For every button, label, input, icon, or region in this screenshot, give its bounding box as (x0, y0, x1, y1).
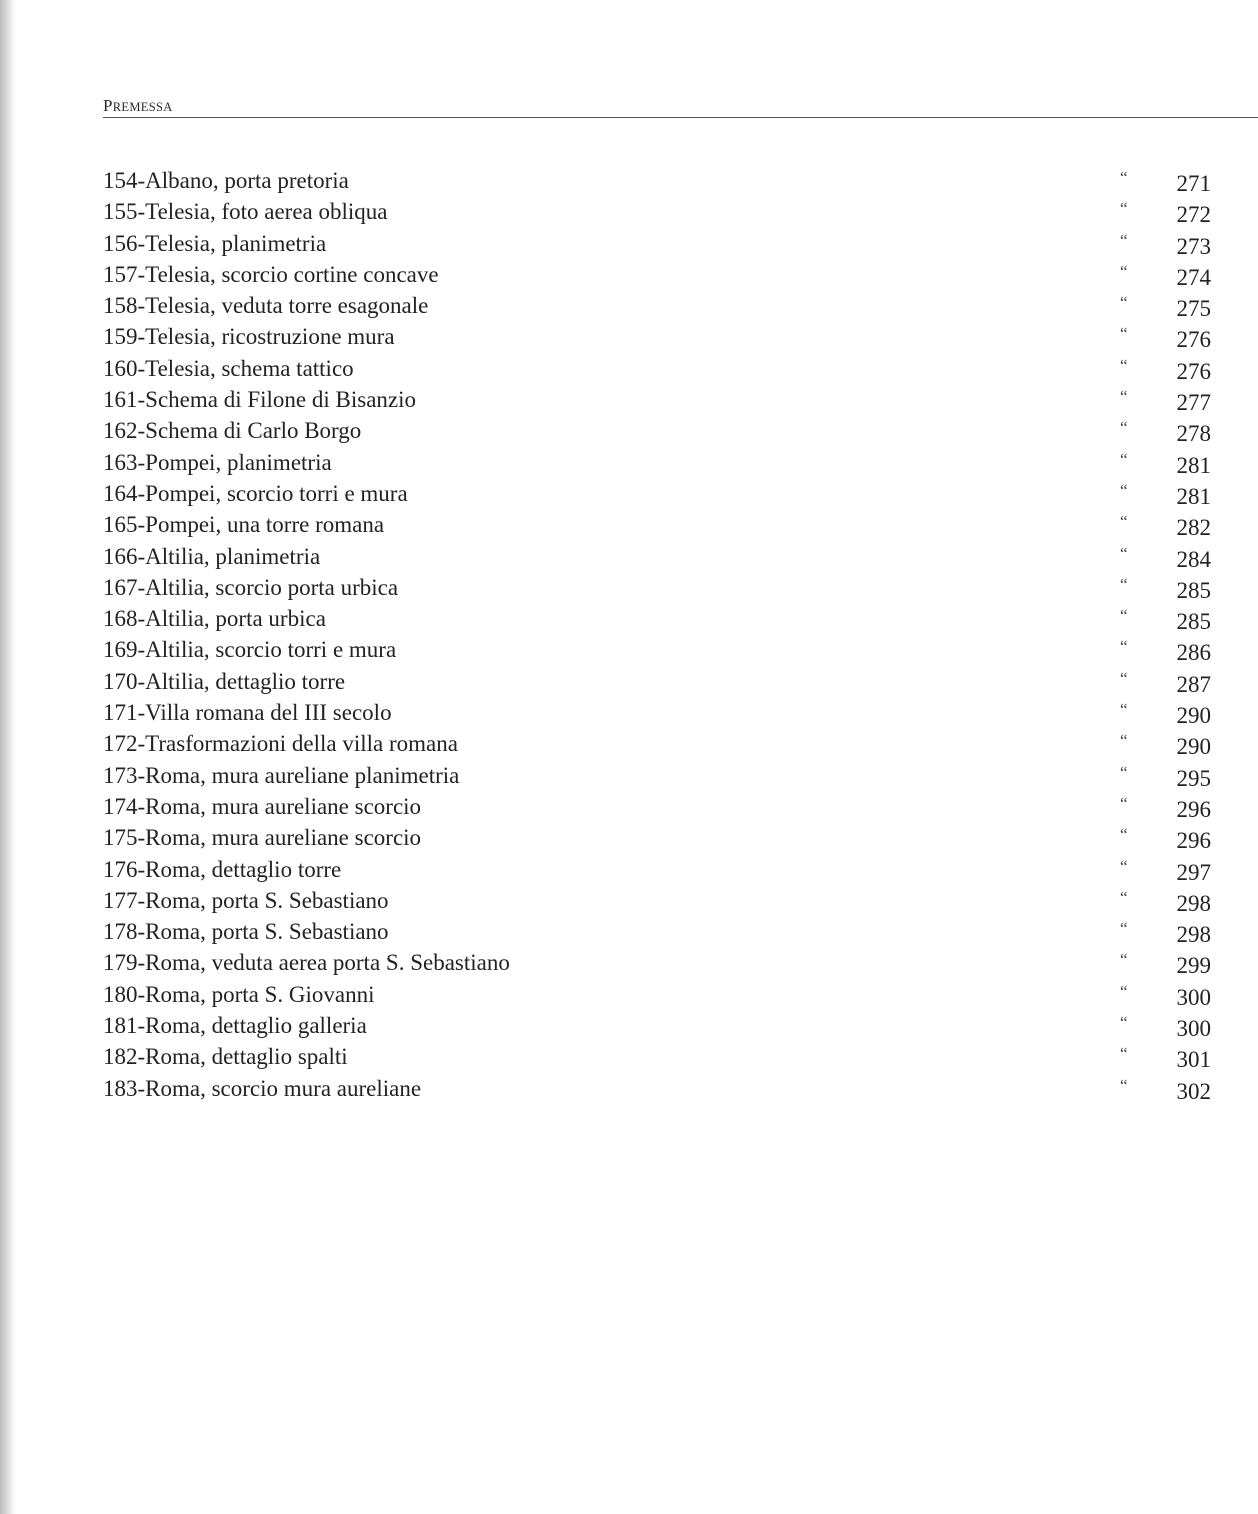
entry-page-number: 296 (1176, 796, 1211, 822)
entry-page-number: 276 (1176, 358, 1211, 384)
entry-page-number: 297 (1176, 859, 1211, 885)
page-gutter-shadow (0, 0, 16, 1514)
entry-page-number: 285 (1176, 577, 1211, 603)
index-entry (103, 947, 1213, 978)
index-entry (103, 854, 1213, 885)
entry-title: 177-Roma, porta S. Sebastiano (103, 887, 389, 913)
entry-page-number: 275 (1176, 296, 1211, 322)
entry-title: 159-Telesia, ricostruzione mura (103, 324, 395, 350)
index-entry (103, 603, 1213, 634)
figure-index-list (103, 165, 1213, 1104)
entry-title: 158-Telesia, veduta torre esagonale (103, 293, 429, 319)
entry-page-number: 301 (1176, 1047, 1211, 1073)
entry-page-number: 296 (1176, 828, 1211, 854)
ditto-mark: “ (1120, 1044, 1128, 1064)
entry-title: 183-Roma, scorcio mura aureliane (103, 1075, 422, 1101)
ditto-mark: “ (1120, 261, 1128, 281)
entry-title: 165-Pompei, una torre romana (103, 512, 385, 538)
entry-title: 164-Pompei, scorcio torri e mura (103, 480, 408, 506)
ditto-mark: “ (1120, 1013, 1128, 1033)
index-entry (103, 979, 1213, 1010)
entry-title: 154-Albano, porta pretoria (103, 168, 349, 193)
ditto-mark: “ (1120, 919, 1128, 939)
entry-title: 156-Telesia, planimetria (103, 230, 327, 256)
ditto-mark: “ (1120, 637, 1128, 657)
entry-title: 181-Roma, dettaglio galleria (103, 1013, 367, 1039)
ditto-mark: “ (1120, 793, 1128, 813)
entry-title: 173-Roma, mura aureliane planimetria (103, 762, 460, 788)
entry-page-number: 295 (1176, 765, 1211, 791)
index-entry (103, 478, 1213, 509)
ditto-mark: “ (1120, 950, 1128, 970)
entry-page-number: 278 (1176, 421, 1211, 447)
entry-page-number: 287 (1176, 671, 1211, 697)
index-entry (103, 760, 1213, 791)
entry-page-number: 290 (1176, 734, 1211, 760)
running-header-rest: REMESSA (112, 100, 173, 114)
ditto-mark: “ (1120, 543, 1128, 563)
entry-title: 168-Altilia, porta urbica (103, 606, 326, 632)
entry-title: 161-Schema di Filone di Bisanzio (103, 387, 417, 413)
entry-title: 163-Pompei, planimetria (103, 449, 332, 475)
index-entry (103, 1073, 1213, 1104)
ditto-mark: “ (1120, 230, 1128, 250)
ditto-mark: “ (1120, 512, 1128, 532)
entry-page-number: 277 (1176, 390, 1211, 416)
index-entry (103, 634, 1213, 665)
ditto-mark: “ (1120, 668, 1128, 688)
entry-page-number: 281 (1176, 483, 1211, 509)
entry-page-number: 281 (1176, 452, 1211, 478)
ditto-mark: “ (1120, 887, 1128, 907)
ditto-mark: “ (1120, 1075, 1128, 1095)
ditto-mark: “ (1120, 700, 1128, 720)
ditto-mark: “ (1120, 606, 1128, 626)
ditto-mark: “ (1120, 293, 1128, 313)
entry-title: 175-Roma, mura aureliane scorcio (103, 825, 422, 851)
entry-page-number: 299 (1176, 953, 1211, 979)
entry-page-number: 300 (1176, 1016, 1211, 1042)
index-entry (103, 290, 1213, 321)
index-entry (103, 791, 1213, 822)
ditto-mark: “ (1120, 574, 1128, 594)
ditto-mark: “ (1120, 825, 1128, 845)
entry-title: 169-Altilia, scorcio torri e mura (103, 637, 397, 663)
index-entry (103, 321, 1213, 352)
entry-page-number: 285 (1176, 609, 1211, 635)
ditto-mark: “ (1120, 762, 1128, 782)
index-entry (103, 353, 1213, 384)
index-entry (103, 697, 1213, 728)
entry-page-number: 284 (1176, 546, 1211, 572)
ditto-mark: “ (1120, 480, 1128, 500)
entry-page-number: 273 (1176, 233, 1211, 259)
index-entry (103, 165, 1213, 196)
entry-title: 170-Altilia, dettaglio torre (103, 668, 346, 694)
entry-page-number: 276 (1176, 327, 1211, 353)
entry-title: 179-Roma, veduta aerea porta S. Sebastiano (103, 950, 510, 976)
entry-title: 166-Altilia, planimetria (103, 543, 321, 569)
index-entry (103, 259, 1213, 290)
entry-title: 167-Altilia, scorcio porta urbica (103, 574, 399, 600)
ditto-mark: “ (1120, 199, 1128, 219)
index-entry (103, 1010, 1213, 1041)
ditto-mark: “ (1120, 856, 1128, 876)
index-entry (103, 415, 1213, 446)
entry-page-number: 298 (1176, 890, 1211, 916)
index-entry (103, 728, 1213, 759)
entry-page-number: 298 (1176, 922, 1211, 948)
index-entry (103, 384, 1213, 415)
ditto-mark: “ (1120, 324, 1128, 344)
entry-page-number: 271 (1176, 171, 1211, 196)
entry-title: 172-Trasformazioni della villa romana (103, 731, 458, 757)
entry-title: 155-Telesia, foto aerea obliqua (103, 199, 388, 225)
entry-page-number: 300 (1176, 984, 1211, 1010)
entry-page-number: 290 (1176, 703, 1211, 729)
index-entry (103, 822, 1213, 853)
entry-title: 180-Roma, porta S. Giovanni (103, 981, 375, 1007)
index-entry (103, 228, 1213, 259)
entry-page-number: 274 (1176, 264, 1211, 290)
ditto-mark: “ (1120, 355, 1128, 375)
entry-title: 178-Roma, porta S. Sebastiano (103, 919, 389, 945)
entry-page-number: 282 (1176, 515, 1211, 541)
entry-page-number: 286 (1176, 640, 1211, 666)
entry-title: 162-Schema di Carlo Borgo (103, 418, 362, 444)
index-entry (103, 196, 1213, 227)
index-entry (103, 666, 1213, 697)
index-entry (103, 541, 1213, 572)
ditto-mark: “ (1120, 981, 1128, 1001)
entry-page-number: 272 (1176, 202, 1211, 228)
entry-title: 171-Villa romana del III secolo (103, 700, 392, 726)
entry-title: 157-Telesia, scorcio cortine concave (103, 261, 439, 287)
index-entry (103, 916, 1213, 947)
entry-title: 174-Roma, mura aureliane scorcio (103, 793, 422, 819)
index-entry (103, 1041, 1213, 1072)
entry-title: 176-Roma, dettaglio torre (103, 856, 342, 882)
header-rule (103, 117, 1258, 118)
entry-title: 160-Telesia, schema tattico (103, 355, 354, 381)
ditto-mark: “ (1120, 731, 1128, 751)
entry-page-number: 302 (1176, 1078, 1211, 1104)
running-header-initial: P (103, 96, 113, 115)
ditto-mark: “ (1120, 418, 1128, 438)
running-header (103, 96, 173, 116)
ditto-mark: “ (1120, 387, 1128, 407)
index-entry (103, 885, 1213, 916)
index-entry (103, 572, 1213, 603)
index-entry (103, 447, 1213, 478)
entry-title: 182-Roma, dettaglio spalti (103, 1044, 348, 1070)
ditto-mark: “ (1120, 168, 1128, 187)
ditto-mark: “ (1120, 449, 1128, 469)
index-entry (103, 509, 1213, 540)
